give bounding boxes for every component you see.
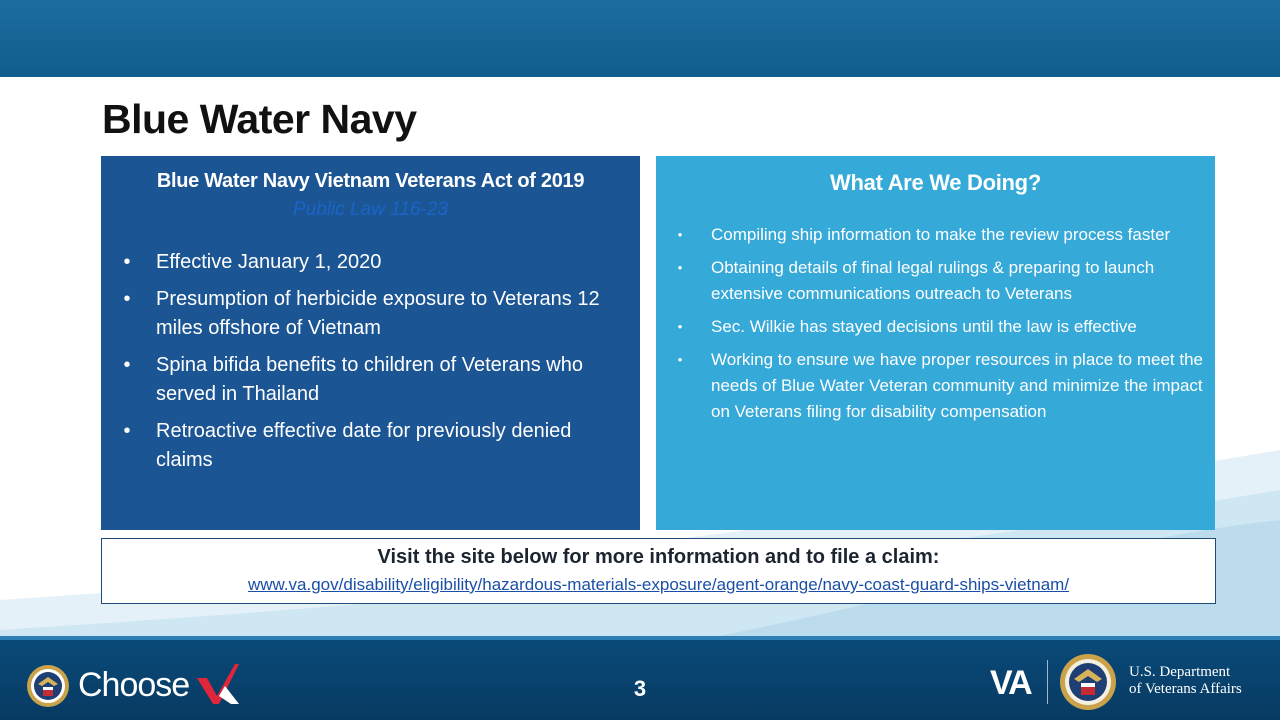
bullet-icon: • — [123, 354, 131, 376]
department-name-line: of Veterans Affairs — [1129, 681, 1242, 697]
list-item — [674, 222, 1204, 248]
bullet-icon: • — [123, 251, 131, 273]
bullet-icon: • — [677, 260, 683, 275]
page-number: 3 — [633, 676, 647, 701]
bullet-text: Sec. Wilkie has stayed decisions until the law is effective — [711, 317, 1137, 336]
act-bullet-list — [121, 248, 611, 483]
bullet-icon: • — [677, 319, 683, 334]
bullet-icon: • — [123, 420, 131, 442]
department-name-line: U.S. Department — [1129, 664, 1231, 680]
list-item — [121, 285, 611, 343]
act-heading: Blue Water Navy Vietnam Veterans Act of 2019 — [156, 170, 585, 192]
claim-info-link[interactable]: www.va.gov/disability/eligibility/hazardous-materials-exposure/agent-orange/navy-coast-guard-ships-vietnam/ — [247, 575, 1070, 594]
footer-divider — [1047, 660, 1048, 704]
list-item — [674, 347, 1204, 425]
act-summary-panel — [101, 156, 640, 530]
list-item — [674, 314, 1204, 340]
choose-brand-text: Choose — [78, 666, 190, 704]
va-wordmark: VA — [990, 664, 1031, 702]
public-law-subheading: Public Law 116-23 — [293, 199, 448, 220]
bullet-text: Spina bifida benefits to children of Veterans who served in Thailand — [156, 354, 583, 405]
bullet-text: Compiling ship information to make the review process faster — [711, 225, 1171, 244]
actions-bullet-list — [674, 222, 1204, 432]
bullet-icon: • — [677, 352, 683, 367]
list-item — [121, 417, 611, 475]
more-info-prompt: Visit the site below for more information and to file a claim: — [377, 546, 940, 568]
bullet-text: Effective January 1, 2020 — [156, 251, 382, 273]
va-seal-icon — [26, 664, 70, 708]
va-seal-icon — [1059, 653, 1117, 711]
list-item — [121, 351, 611, 409]
bullet-text: Presumption of herbicide exposure to Veterans 12 miles offshore of Vietnam — [156, 288, 600, 339]
actions-panel — [656, 156, 1215, 530]
slide-title: Blue Water Navy — [102, 96, 417, 142]
footer-bar — [0, 636, 1280, 720]
list-item — [674, 255, 1204, 307]
choose-va-v-icon — [195, 660, 241, 706]
list-item — [121, 248, 611, 277]
header-band — [0, 0, 1280, 77]
bullet-text: Retroactive effective date for previously denied claims — [156, 420, 572, 471]
bullet-icon: • — [677, 227, 683, 242]
bullet-text: Obtaining details of final legal rulings & preparing to launch extensive communications outreach to Veterans — [711, 258, 1155, 303]
bullet-text: Working to ensure we have proper resources in place to meet the needs of Blue Water Veteran community and minimize the impact on Veterans filing for disability compensation — [711, 350, 1204, 421]
more-info-box — [101, 538, 1216, 604]
bullet-icon: • — [123, 288, 131, 310]
department-name — [1129, 664, 1242, 698]
actions-heading: What Are We Doing? — [830, 170, 1041, 195]
